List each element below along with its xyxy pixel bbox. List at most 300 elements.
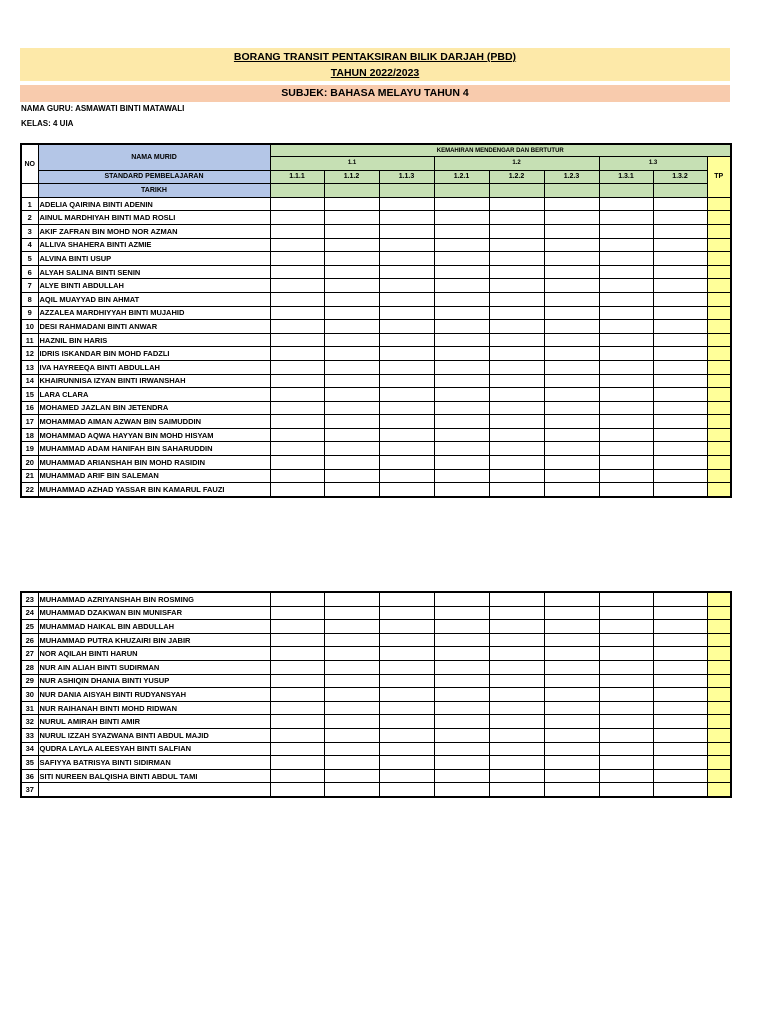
score-cell[interactable] [653, 660, 707, 674]
score-cell[interactable] [379, 456, 434, 470]
score-cell[interactable] [270, 265, 324, 279]
score-cell[interactable] [379, 469, 434, 483]
score-cell[interactable] [324, 769, 379, 783]
score-cell[interactable] [270, 347, 324, 361]
score-cell[interactable] [379, 633, 434, 647]
score-cell[interactable] [599, 265, 653, 279]
score-cell[interactable] [599, 783, 653, 797]
score-cell[interactable] [379, 606, 434, 620]
tp-cell[interactable] [707, 224, 731, 238]
score-cell[interactable] [653, 592, 707, 606]
score-cell[interactable] [544, 224, 599, 238]
score-cell[interactable] [544, 715, 599, 729]
score-cell[interactable] [434, 401, 489, 415]
score-cell[interactable] [489, 347, 544, 361]
tp-cell[interactable] [707, 306, 731, 320]
tp-cell[interactable] [707, 238, 731, 252]
score-cell[interactable] [489, 715, 544, 729]
score-cell[interactable] [544, 660, 599, 674]
score-cell[interactable] [324, 252, 379, 266]
score-cell[interactable] [599, 428, 653, 442]
score-cell[interactable] [653, 442, 707, 456]
score-cell[interactable] [434, 660, 489, 674]
tp-cell[interactable] [707, 688, 731, 702]
score-cell[interactable] [489, 728, 544, 742]
score-cell[interactable] [434, 456, 489, 470]
score-cell[interactable] [324, 388, 379, 402]
score-cell[interactable] [379, 483, 434, 497]
tp-cell[interactable] [707, 279, 731, 293]
tp-cell[interactable] [707, 388, 731, 402]
score-cell[interactable] [379, 211, 434, 225]
score-cell[interactable] [434, 292, 489, 306]
tp-cell[interactable] [707, 415, 731, 429]
score-cell[interactable] [599, 660, 653, 674]
score-cell[interactable] [434, 279, 489, 293]
score-cell[interactable] [489, 647, 544, 661]
score-cell[interactable] [270, 728, 324, 742]
score-cell[interactable] [544, 211, 599, 225]
score-cell[interactable] [324, 211, 379, 225]
score-cell[interactable] [489, 401, 544, 415]
score-cell[interactable] [599, 320, 653, 334]
score-cell[interactable] [324, 428, 379, 442]
score-cell[interactable] [653, 428, 707, 442]
score-cell[interactable] [599, 742, 653, 756]
score-cell[interactable] [544, 592, 599, 606]
score-cell[interactable] [489, 620, 544, 634]
score-cell[interactable] [379, 701, 434, 715]
score-cell[interactable] [270, 252, 324, 266]
score-cell[interactable] [379, 742, 434, 756]
score-cell[interactable] [379, 238, 434, 252]
score-cell[interactable] [434, 647, 489, 661]
score-cell[interactable] [434, 428, 489, 442]
score-cell[interactable] [489, 674, 544, 688]
score-cell[interactable] [544, 728, 599, 742]
score-cell[interactable] [434, 360, 489, 374]
score-cell[interactable] [544, 388, 599, 402]
score-cell[interactable] [599, 442, 653, 456]
tp-cell[interactable] [707, 756, 731, 770]
score-cell[interactable] [653, 320, 707, 334]
score-cell[interactable] [379, 428, 434, 442]
score-cell[interactable] [270, 606, 324, 620]
score-cell[interactable] [489, 224, 544, 238]
tp-cell[interactable] [707, 320, 731, 334]
tp-cell[interactable] [707, 333, 731, 347]
score-cell[interactable] [653, 769, 707, 783]
score-cell[interactable] [653, 211, 707, 225]
score-cell[interactable] [324, 660, 379, 674]
score-cell[interactable] [324, 633, 379, 647]
score-cell[interactable] [544, 320, 599, 334]
score-cell[interactable] [379, 224, 434, 238]
score-cell[interactable] [653, 224, 707, 238]
score-cell[interactable] [599, 715, 653, 729]
score-cell[interactable] [379, 728, 434, 742]
date-cell[interactable] [544, 184, 599, 198]
score-cell[interactable] [379, 688, 434, 702]
score-cell[interactable] [270, 388, 324, 402]
date-cell[interactable] [489, 184, 544, 198]
score-cell[interactable] [324, 483, 379, 497]
score-cell[interactable] [599, 674, 653, 688]
score-cell[interactable] [653, 456, 707, 470]
score-cell[interactable] [653, 728, 707, 742]
tp-cell[interactable] [707, 292, 731, 306]
score-cell[interactable] [489, 469, 544, 483]
score-cell[interactable] [544, 483, 599, 497]
score-cell[interactable] [270, 483, 324, 497]
score-cell[interactable] [489, 279, 544, 293]
score-cell[interactable] [270, 715, 324, 729]
score-cell[interactable] [434, 374, 489, 388]
score-cell[interactable] [599, 701, 653, 715]
score-cell[interactable] [653, 483, 707, 497]
tp-cell[interactable] [707, 374, 731, 388]
tp-cell[interactable] [707, 347, 731, 361]
score-cell[interactable] [489, 197, 544, 211]
score-cell[interactable] [599, 292, 653, 306]
score-cell[interactable] [434, 415, 489, 429]
score-cell[interactable] [434, 252, 489, 266]
score-cell[interactable] [434, 333, 489, 347]
score-cell[interactable] [270, 415, 324, 429]
score-cell[interactable] [270, 442, 324, 456]
score-cell[interactable] [544, 197, 599, 211]
score-cell[interactable] [379, 197, 434, 211]
score-cell[interactable] [489, 415, 544, 429]
tp-cell[interactable] [707, 401, 731, 415]
score-cell[interactable] [599, 415, 653, 429]
score-cell[interactable] [434, 265, 489, 279]
score-cell[interactable] [489, 265, 544, 279]
score-cell[interactable] [270, 224, 324, 238]
tp-cell[interactable] [707, 483, 731, 497]
score-cell[interactable] [489, 320, 544, 334]
score-cell[interactable] [270, 660, 324, 674]
score-cell[interactable] [599, 456, 653, 470]
score-cell[interactable] [599, 483, 653, 497]
score-cell[interactable] [599, 688, 653, 702]
score-cell[interactable] [544, 428, 599, 442]
score-cell[interactable] [379, 415, 434, 429]
score-cell[interactable] [489, 592, 544, 606]
score-cell[interactable] [544, 374, 599, 388]
tp-cell[interactable] [707, 728, 731, 742]
score-cell[interactable] [599, 306, 653, 320]
score-cell[interactable] [434, 483, 489, 497]
date-cell[interactable] [324, 184, 379, 198]
tp-cell[interactable] [707, 456, 731, 470]
score-cell[interactable] [544, 292, 599, 306]
score-cell[interactable] [324, 688, 379, 702]
score-cell[interactable] [489, 483, 544, 497]
score-cell[interactable] [324, 333, 379, 347]
score-cell[interactable] [434, 633, 489, 647]
score-cell[interactable] [324, 279, 379, 293]
score-cell[interactable] [434, 674, 489, 688]
score-cell[interactable] [324, 592, 379, 606]
score-cell[interactable] [653, 688, 707, 702]
score-cell[interactable] [489, 252, 544, 266]
score-cell[interactable] [324, 647, 379, 661]
score-cell[interactable] [489, 238, 544, 252]
tp-cell[interactable] [707, 742, 731, 756]
score-cell[interactable] [599, 238, 653, 252]
score-cell[interactable] [324, 292, 379, 306]
score-cell[interactable] [270, 647, 324, 661]
score-cell[interactable] [379, 442, 434, 456]
score-cell[interactable] [434, 701, 489, 715]
score-cell[interactable] [324, 347, 379, 361]
score-cell[interactable] [434, 742, 489, 756]
tp-cell[interactable] [707, 360, 731, 374]
score-cell[interactable] [379, 265, 434, 279]
score-cell[interactable] [489, 769, 544, 783]
score-cell[interactable] [599, 360, 653, 374]
tp-cell[interactable] [707, 769, 731, 783]
score-cell[interactable] [489, 211, 544, 225]
score-cell[interactable] [270, 469, 324, 483]
score-cell[interactable] [324, 360, 379, 374]
date-cell[interactable] [599, 184, 653, 198]
score-cell[interactable] [489, 388, 544, 402]
score-cell[interactable] [599, 388, 653, 402]
score-cell[interactable] [653, 333, 707, 347]
score-cell[interactable] [544, 606, 599, 620]
score-cell[interactable] [434, 306, 489, 320]
score-cell[interactable] [270, 292, 324, 306]
score-cell[interactable] [379, 374, 434, 388]
score-cell[interactable] [489, 333, 544, 347]
score-cell[interactable] [379, 347, 434, 361]
score-cell[interactable] [324, 742, 379, 756]
score-cell[interactable] [489, 360, 544, 374]
score-cell[interactable] [653, 347, 707, 361]
score-cell[interactable] [270, 456, 324, 470]
score-cell[interactable] [653, 715, 707, 729]
score-cell[interactable] [653, 415, 707, 429]
score-cell[interactable] [544, 783, 599, 797]
score-cell[interactable] [544, 347, 599, 361]
tp-cell[interactable] [707, 442, 731, 456]
score-cell[interactable] [489, 606, 544, 620]
tp-cell[interactable] [707, 469, 731, 483]
score-cell[interactable] [489, 428, 544, 442]
score-cell[interactable] [653, 620, 707, 634]
score-cell[interactable] [434, 769, 489, 783]
score-cell[interactable] [434, 592, 489, 606]
score-cell[interactable] [599, 633, 653, 647]
score-cell[interactable] [599, 769, 653, 783]
score-cell[interactable] [434, 728, 489, 742]
score-cell[interactable] [544, 333, 599, 347]
score-cell[interactable] [270, 674, 324, 688]
score-cell[interactable] [489, 742, 544, 756]
score-cell[interactable] [270, 742, 324, 756]
score-cell[interactable] [599, 592, 653, 606]
score-cell[interactable] [653, 756, 707, 770]
score-cell[interactable] [653, 388, 707, 402]
score-cell[interactable] [544, 360, 599, 374]
score-cell[interactable] [270, 401, 324, 415]
score-cell[interactable] [324, 306, 379, 320]
score-cell[interactable] [434, 756, 489, 770]
date-cell[interactable] [434, 184, 489, 198]
score-cell[interactable] [270, 428, 324, 442]
score-cell[interactable] [434, 715, 489, 729]
score-cell[interactable] [324, 401, 379, 415]
score-cell[interactable] [653, 252, 707, 266]
score-cell[interactable] [379, 756, 434, 770]
score-cell[interactable] [489, 306, 544, 320]
score-cell[interactable] [434, 320, 489, 334]
score-cell[interactable] [653, 742, 707, 756]
score-cell[interactable] [324, 456, 379, 470]
score-cell[interactable] [324, 756, 379, 770]
score-cell[interactable] [270, 783, 324, 797]
score-cell[interactable] [434, 469, 489, 483]
tp-cell[interactable] [707, 606, 731, 620]
score-cell[interactable] [599, 374, 653, 388]
tp-cell[interactable] [707, 252, 731, 266]
score-cell[interactable] [270, 592, 324, 606]
score-cell[interactable] [379, 769, 434, 783]
score-cell[interactable] [544, 756, 599, 770]
score-cell[interactable] [653, 674, 707, 688]
score-cell[interactable] [324, 783, 379, 797]
score-cell[interactable] [270, 756, 324, 770]
score-cell[interactable] [653, 701, 707, 715]
score-cell[interactable] [324, 374, 379, 388]
score-cell[interactable] [379, 388, 434, 402]
score-cell[interactable] [653, 292, 707, 306]
tp-cell[interactable] [707, 592, 731, 606]
score-cell[interactable] [544, 620, 599, 634]
score-cell[interactable] [599, 333, 653, 347]
score-cell[interactable] [599, 197, 653, 211]
score-cell[interactable] [599, 606, 653, 620]
score-cell[interactable] [270, 320, 324, 334]
tp-cell[interactable] [707, 674, 731, 688]
score-cell[interactable] [324, 320, 379, 334]
score-cell[interactable] [379, 360, 434, 374]
score-cell[interactable] [653, 783, 707, 797]
score-cell[interactable] [599, 728, 653, 742]
score-cell[interactable] [599, 347, 653, 361]
score-cell[interactable] [270, 688, 324, 702]
score-cell[interactable] [489, 783, 544, 797]
score-cell[interactable] [324, 674, 379, 688]
tp-cell[interactable] [707, 211, 731, 225]
score-cell[interactable] [599, 279, 653, 293]
score-cell[interactable] [379, 320, 434, 334]
score-cell[interactable] [489, 442, 544, 456]
score-cell[interactable] [379, 592, 434, 606]
score-cell[interactable] [270, 633, 324, 647]
tp-cell[interactable] [707, 660, 731, 674]
score-cell[interactable] [489, 688, 544, 702]
score-cell[interactable] [544, 401, 599, 415]
score-cell[interactable] [544, 742, 599, 756]
score-cell[interactable] [544, 415, 599, 429]
tp-cell[interactable] [707, 715, 731, 729]
score-cell[interactable] [324, 715, 379, 729]
score-cell[interactable] [379, 306, 434, 320]
score-cell[interactable] [324, 238, 379, 252]
score-cell[interactable] [324, 469, 379, 483]
score-cell[interactable] [379, 674, 434, 688]
score-cell[interactable] [489, 756, 544, 770]
tp-cell[interactable] [707, 783, 731, 797]
score-cell[interactable] [324, 197, 379, 211]
score-cell[interactable] [379, 783, 434, 797]
score-cell[interactable] [379, 252, 434, 266]
score-cell[interactable] [599, 252, 653, 266]
tp-cell[interactable] [707, 197, 731, 211]
score-cell[interactable] [270, 238, 324, 252]
score-cell[interactable] [489, 456, 544, 470]
score-cell[interactable] [544, 633, 599, 647]
score-cell[interactable] [270, 620, 324, 634]
tp-cell[interactable] [707, 701, 731, 715]
score-cell[interactable] [324, 442, 379, 456]
score-cell[interactable] [434, 211, 489, 225]
score-cell[interactable] [544, 647, 599, 661]
score-cell[interactable] [324, 606, 379, 620]
score-cell[interactable] [270, 769, 324, 783]
score-cell[interactable] [544, 769, 599, 783]
score-cell[interactable] [434, 688, 489, 702]
score-cell[interactable] [544, 306, 599, 320]
score-cell[interactable] [489, 292, 544, 306]
date-cell[interactable] [379, 184, 434, 198]
score-cell[interactable] [379, 292, 434, 306]
score-cell[interactable] [324, 224, 379, 238]
score-cell[interactable] [379, 660, 434, 674]
score-cell[interactable] [653, 647, 707, 661]
score-cell[interactable] [379, 647, 434, 661]
score-cell[interactable] [434, 224, 489, 238]
score-cell[interactable] [489, 660, 544, 674]
date-cell[interactable] [270, 184, 324, 198]
score-cell[interactable] [324, 701, 379, 715]
score-cell[interactable] [544, 238, 599, 252]
score-cell[interactable] [270, 197, 324, 211]
score-cell[interactable] [489, 701, 544, 715]
score-cell[interactable] [434, 783, 489, 797]
score-cell[interactable] [653, 238, 707, 252]
score-cell[interactable] [379, 333, 434, 347]
score-cell[interactable] [270, 279, 324, 293]
score-cell[interactable] [270, 360, 324, 374]
score-cell[interactable] [653, 279, 707, 293]
tp-cell[interactable] [707, 428, 731, 442]
score-cell[interactable] [653, 401, 707, 415]
tp-cell[interactable] [707, 647, 731, 661]
score-cell[interactable] [379, 715, 434, 729]
score-cell[interactable] [270, 333, 324, 347]
score-cell[interactable] [599, 620, 653, 634]
score-cell[interactable] [599, 469, 653, 483]
score-cell[interactable] [434, 238, 489, 252]
score-cell[interactable] [599, 756, 653, 770]
score-cell[interactable] [434, 442, 489, 456]
tp-cell[interactable] [707, 265, 731, 279]
score-cell[interactable] [270, 701, 324, 715]
